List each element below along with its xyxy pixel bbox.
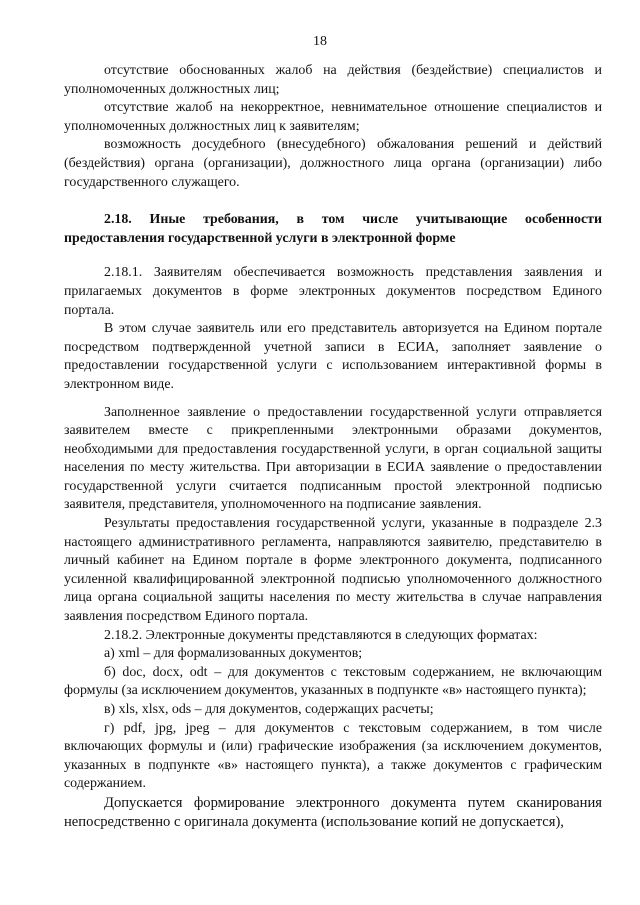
- paragraph: 2.18.1. Заявителям обеспечивается возможность представления заявления и прилагаемых документов в форме электронных документов посредством Единого портала.: [64, 265, 602, 318]
- page-number: 18: [313, 34, 327, 49]
- paragraph: Заполненное заявление о предоставлении государственной услуги отправляется заявителем вместе с прикрепленными электронными образами документов, необходимыми для предоставления государственной услуги, в орган социальной защиты населения по месту жительства. При авторизации в ЕСИА заявление о предоставлении государственной услуги считается подписанным простой электронной подписью заявителя, представителя, уполномоченного на подписание заявления.: [64, 404, 602, 513]
- paragraph: отсутствие обоснованных жалоб на действия (бездействие) специалистов и уполномоченных должностных лиц;: [64, 63, 602, 97]
- paragraph: В этом случае заявитель или его представитель авторизуется на Едином портале посредством подтвержденной учетной записи в ЕСИА, заполняет заявление о предоставлении государственной услуги с использованием интерактивной формы в электронном виде.: [64, 321, 602, 392]
- list-item: б) doc, docx, odt – для документов с текстовым содержанием, не включающим формулы (за исключением документов, указанных в подпункте «в» настоящего пункта);: [64, 664, 602, 699]
- document-body: [64, 62, 602, 832]
- paragraph: возможность досудебного (внесудебного) обжалования решений и действий (бездействия) органа (организации), должностного лица органа (организации) либо государственного служащего.: [64, 137, 602, 190]
- list-item: в) xls, xlsx, ods – для документов, содержащих расчеты;: [104, 702, 434, 717]
- section-heading: 2.18. Иные требования, в том числе учитывающие особенности предоставления государственной услуги в электронной форме: [64, 212, 602, 246]
- list-item: г) pdf, jpg, jpeg – для документов с текстовым содержанием, в том числе включающих формулы и (или) графические изображения (за исключением документов, указанных в подпункте «в» настоящего пункта), а также документов с графическим содержанием.: [64, 720, 602, 792]
- paragraph: Допускается формирование электронного документа путем сканирования непосредственно с оригинала документа (использование копий не допускается),: [64, 794, 602, 830]
- paragraph: Результаты предоставления государственной услуги, указанные в подразделе 2.3 настоящего административного регламента, направляются заявителю, представителю в личный кабинет на Едином портале в форме электронного документа, подписанного усиленной квалифицированной электронной подписью уполномоченного должностного лица органа социальной защиты населения по месту жительства в случае направления заявления посредством Единого портала.: [64, 516, 602, 625]
- paragraph: отсутствие жалоб на некорректное, невнимательное отношение специалистов и уполномоченных должностных лиц к заявителям;: [64, 100, 602, 134]
- list-item: а) xml – для формализованных документов;: [104, 646, 363, 662]
- paragraph: 2.18.2. Электронные документы представляются в следующих форматах:: [104, 627, 538, 643]
